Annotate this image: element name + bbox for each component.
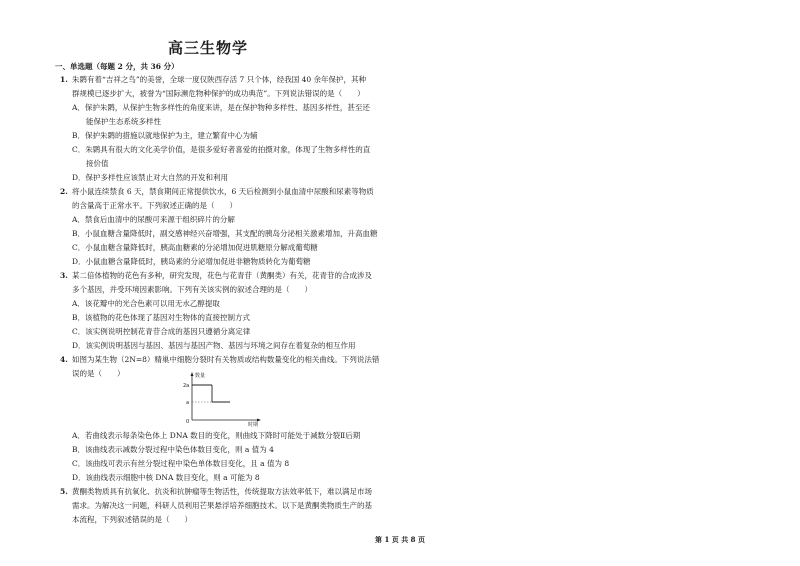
tick-2a: 2a xyxy=(183,383,190,389)
y-axis-arrow xyxy=(191,372,194,376)
question-text: 某二倍体植物的花色有多种，研究发现，花色与花青苷（黄酮类）有关，花青苷的合成涉及 xyxy=(72,271,372,280)
option-a: A．保护朱鹮，从保护生物多样性的角度来讲，是在保护物种多样性、基因多样性，甚至还 xyxy=(72,103,370,112)
question-number: 1. xyxy=(60,75,68,84)
question-text: 的含量高于正常水平。下列叙述正确的是（ ） xyxy=(72,201,237,210)
option-d: D．小鼠血糖含量降低时，胰岛素的分泌增加促进非糖物质转化为葡萄糖 xyxy=(72,257,311,266)
page-number: 第 1 页 共 8 页 xyxy=(375,535,425,544)
tick-a: a xyxy=(186,400,190,406)
question-number: 3. xyxy=(60,271,68,280)
option-c: C．朱鹮具有很大的文化美学价值，是很多爱好者喜爱的拍摄对象，体现了生物多样性的直 xyxy=(72,145,371,154)
option-b: B．该植物的花色体现了基因对生物体的直接控制方式 xyxy=(72,313,251,322)
option-b: B．保护朱鹮的措施以就地保护为主，建立繁育中心为辅 xyxy=(72,131,258,140)
quantity-time-graph xyxy=(182,372,262,427)
y-axis-label: 数量 xyxy=(195,373,206,379)
question-text: 需求。为解决这一问题，科研人员利用芒果悬浮培养细胞技术。以下是黄酮类物质生产的基 xyxy=(72,501,372,510)
question-text: 多个基因，并受环境因素影响。下列有关该实例的叙述合理的是（ ） xyxy=(72,285,312,294)
question-text: 朱鹮有着“吉祥之鸟”的美誉，全球一度仅陕西存活 7 只个体，经我国 40 余年保护，其种 xyxy=(72,75,367,84)
question-number: 4. xyxy=(60,355,68,364)
question-text: 如图为某生物（2N=8）精巢中细胞分裂时有关物质或结构数量变化的相关曲线。下列说法错 xyxy=(72,355,380,364)
option-a-cont: 能保护生态系统多样性 xyxy=(86,117,161,126)
option-d: D．该实例说明基因与基因、基因与基因产物、基因与环境之间存在着复杂的相互作用 xyxy=(72,341,356,350)
question-text: 误的是（ ） xyxy=(72,369,125,378)
option-c: C．该实例说明控制花青苷合成的基因只遵循分离定律 xyxy=(72,327,251,336)
page-title: 高三生物学 xyxy=(168,39,249,57)
question-number: 5. xyxy=(60,487,68,496)
question-text: 将小鼠连续禁食 6 天，禁食期间正常提供饮水，6 天后检测到小鼠血清中尿酸和尿素等物质 xyxy=(72,187,374,196)
question-text: 群规模已逐步扩大，被誉为“国际濒危物种保护的成功典范”。下列说法错误的是（ ） xyxy=(72,89,365,98)
question-text: 黄酮类物质具有抗氧化、抗炎和抗肿瘤等生物活性，传统提取方法效率低下，难以满足市场 xyxy=(72,487,372,496)
option-a: A．禁食后血清中的尿酸可来源于组织碎片的分解 xyxy=(72,215,235,224)
origin-label: 0 xyxy=(186,419,190,425)
question-text: 本流程，下列叙述错误的是（ ） xyxy=(72,515,192,524)
option-b: B．该曲线表示减数分裂过程中染色体数目变化，则 a 值为 4 xyxy=(72,445,274,454)
option-c: C．该曲线可表示有丝分裂过程中染色单体数目变化，且 a 值为 8 xyxy=(72,459,290,468)
option-a: A．若曲线表示每条染色体上 DNA 数目的变化，则曲线下降时可能处于减数分裂Ⅱ后期 xyxy=(72,431,361,440)
option-d: D．保护多样性应该禁止对大自然的开发和利用 xyxy=(72,173,229,182)
option-d: D．该曲线表示细胞中核 DNA 数目变化，则 a 可能为 8 xyxy=(72,473,260,482)
option-b: B．小鼠血糖含量降低时，副交感神经兴奋增强，其支配的胰岛分泌相关激素增加，升高血糖 xyxy=(72,229,378,238)
option-a: A．该花瓣中的光合色素可以用无水乙醇提取 xyxy=(72,299,220,308)
option-c-cont: 接价值 xyxy=(86,159,109,168)
x-axis-label: 时期 xyxy=(248,422,259,427)
page-footer xyxy=(0,535,800,545)
question-number: 2. xyxy=(60,187,68,196)
section-heading: 一、单选题（每题 2 分，共 36 分） xyxy=(55,62,179,71)
option-c: C．小鼠血糖含量降低时，胰高血糖素的分泌增加促进肌糖原分解成葡萄糖 xyxy=(72,243,318,252)
